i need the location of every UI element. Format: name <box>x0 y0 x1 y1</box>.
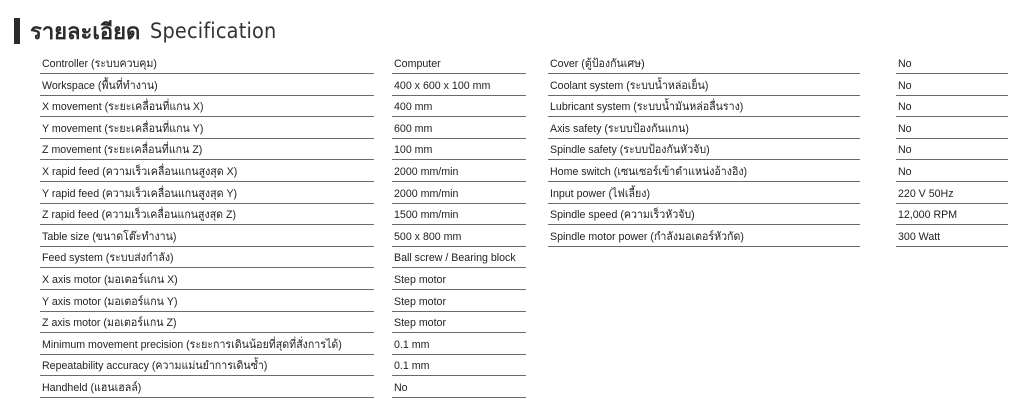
spec-label <box>548 184 860 204</box>
spec-value <box>392 227 526 247</box>
spec-label-text: Z movement (ระยะเคลื่อนที่แกน Z) <box>42 144 203 157</box>
spec-value-text: No <box>898 101 912 114</box>
spec-value-text: Step motor <box>394 273 446 286</box>
spec-label-text: Feed system (ระบบส่งกำลัง) <box>42 252 174 265</box>
spec-value-text: Ball screw / Bearing block <box>394 252 516 265</box>
spec-value <box>896 205 1008 225</box>
spec-label <box>548 205 860 225</box>
spec-label <box>40 335 374 355</box>
spec-value-text: No <box>898 122 912 135</box>
spec-value <box>896 54 1008 74</box>
spec-value-text: Computer <box>394 58 441 70</box>
spec-label <box>40 270 374 290</box>
spec-value-text: 0.1 mm <box>394 360 430 373</box>
spec-label <box>40 184 374 204</box>
spec-value <box>896 76 1008 96</box>
spec-label-text: Handheld (แฮนเฮลล์) <box>42 381 142 394</box>
title-thai: รายละเอียด <box>30 19 141 45</box>
title-english: Specification <box>150 19 277 43</box>
spec-label-text: Axis safety (ระบบป้องกันแกน) <box>550 122 689 135</box>
spec-value-text: 600 mm <box>394 122 433 135</box>
spec-value <box>392 335 526 355</box>
spec-label-text: Cover (ตู้ป้องกันเศษ) <box>550 58 645 70</box>
spec-value <box>392 97 526 117</box>
spec-value <box>392 76 526 96</box>
spec-value-text: 12,000 RPM <box>898 209 958 222</box>
spec-value-text: No <box>898 58 912 70</box>
spec-value <box>392 54 526 74</box>
spec-label <box>40 162 374 182</box>
spec-value <box>392 313 526 333</box>
spec-label <box>40 140 374 160</box>
spec-value-text: 100 mm <box>394 144 433 157</box>
spec-value-text: Step motor <box>394 317 446 330</box>
spec-value-text: 300 Watt <box>898 230 941 243</box>
spec-label-text: Spindle motor power (กำลังมอเตอร์หัวกัด) <box>550 230 744 243</box>
spec-value <box>896 119 1008 139</box>
spec-value <box>392 140 526 160</box>
spec-label-text: X axis motor (มอเตอร์แกน X) <box>42 273 178 286</box>
spec-value <box>392 270 526 290</box>
spec-label <box>548 76 860 96</box>
spec-value <box>392 356 526 376</box>
spec-label-text: Input power (ไฟเลี้ยง) <box>550 187 651 200</box>
spec-label <box>40 313 374 333</box>
spec-label <box>40 248 374 268</box>
spec-label-text: Y rapid feed (ความเร็วเคลื่อนแกนสูงสุด Y) <box>42 187 238 200</box>
spec-label <box>40 292 374 312</box>
spec-label <box>40 97 374 117</box>
spec-value <box>392 205 526 225</box>
spec-label <box>40 76 374 96</box>
spec-label <box>548 119 860 139</box>
spec-label <box>40 119 374 139</box>
spec-label-text: Z axis motor (มอเตอร์แกน Z) <box>42 317 177 330</box>
spec-value-text: 2000 mm/min <box>394 165 459 178</box>
spec-label <box>548 162 860 182</box>
spec-label <box>40 54 374 74</box>
spec-value-text: No <box>898 79 912 92</box>
spec-value-text: 400 mm <box>394 101 433 114</box>
spec-value-text: No <box>898 165 912 178</box>
spec-label-text: Coolant system (ระบบน้ำหล่อเย็น) <box>550 79 709 92</box>
spec-value <box>896 140 1008 160</box>
spec-label <box>40 378 374 398</box>
spec-value-text: 2000 mm/min <box>394 187 459 200</box>
spec-label-text: Repeatability accuracy (ความแม่นยำการเดินซ้ำ) <box>42 360 268 373</box>
spec-label-text: Workspace (พื้นที่ทำงาน) <box>42 79 158 92</box>
spec-label-text: Lubricant system (ระบบน้ำมันหล่อลื่นราง) <box>550 101 744 114</box>
spec-label-text: X movement (ระยะเคลื่อนที่แกน X) <box>42 101 204 114</box>
spec-value-text: 0.1 mm <box>394 338 430 351</box>
spec-value-text: No <box>898 144 912 157</box>
spec-label <box>548 227 860 247</box>
spec-value <box>392 248 526 268</box>
spec-value-text: 400 x 600 x 100 mm <box>394 79 491 92</box>
spec-value-text: 1500 mm/min <box>394 209 459 222</box>
spec-label-text: Y axis motor (มอเตอร์แกน Y) <box>42 295 178 308</box>
spec-header <box>14 14 288 48</box>
spec-value <box>392 119 526 139</box>
spec-value <box>392 184 526 204</box>
spec-label <box>40 205 374 225</box>
spec-value <box>896 227 1008 247</box>
spec-value <box>392 162 526 182</box>
spec-value <box>896 184 1008 204</box>
spec-value-text: 500 x 800 mm <box>394 230 462 243</box>
spec-label-text: Home switch (เซนเซอร์เข้าตำแหน่งอ้างอิง) <box>550 165 748 178</box>
spec-label-text: Minimum movement precision (ระยะการเดินน้อยที่สุดที่สั่งการได้) <box>42 338 342 351</box>
spec-label <box>548 54 860 74</box>
spec-value <box>896 97 1008 117</box>
spec-label-text: X rapid feed (ความเร็วเคลื่อนแกนสูงสุด X) <box>42 165 238 178</box>
spec-label <box>548 97 860 117</box>
spec-label-text: Table size (ขนาดโต๊ะทำงาน) <box>42 230 177 243</box>
spec-value-text: Step motor <box>394 295 446 308</box>
header-accent-bar <box>14 18 20 44</box>
spec-label <box>548 140 860 160</box>
spec-value-text: No <box>394 381 408 394</box>
spec-label <box>40 227 374 247</box>
spec-label <box>40 356 374 376</box>
spec-value <box>896 162 1008 182</box>
spec-label-text: Y movement (ระยะเคลื่อนที่แกน Y) <box>42 122 204 135</box>
spec-label-text: Controller (ระบบควบคุม) <box>42 58 157 70</box>
spec-label-text: Spindle safety (ระบบป้องกันหัวจับ) <box>550 144 710 157</box>
spec-label-text: Spindle speed (ความเร็วหัวจับ) <box>550 209 695 222</box>
spec-label-text: Z rapid feed (ความเร็วเคลื่อนแกนสูงสุด Z) <box>42 209 237 222</box>
spec-value <box>392 378 526 398</box>
spec-value <box>392 292 526 312</box>
spec-value-text: 220 V 50Hz <box>898 187 954 200</box>
